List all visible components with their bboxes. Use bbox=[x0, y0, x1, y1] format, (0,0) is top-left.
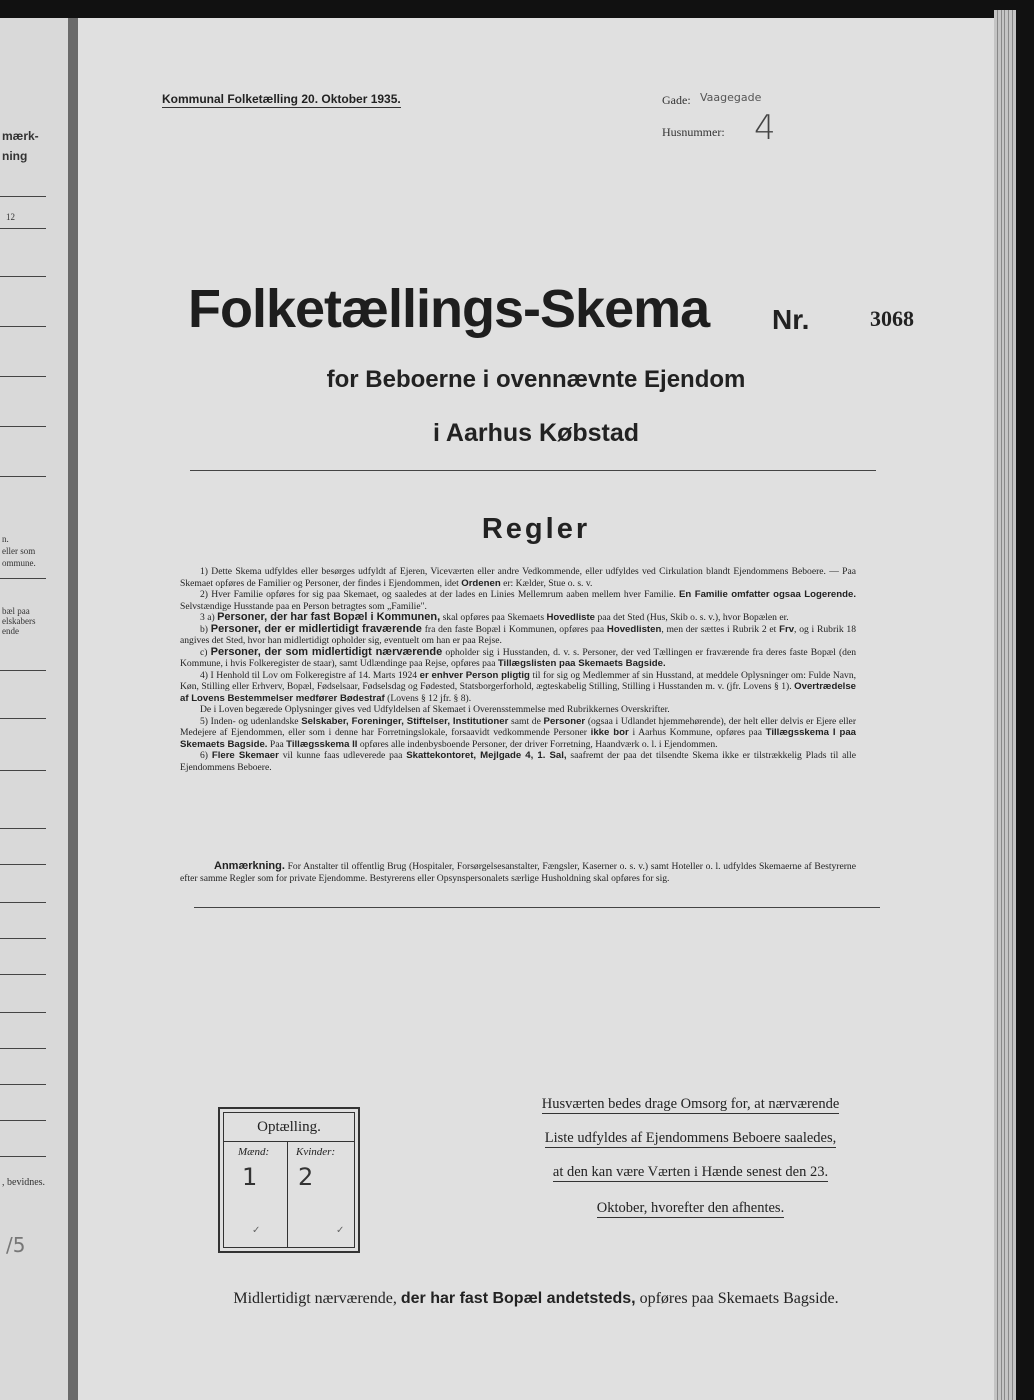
left-fragment: ommune. bbox=[2, 558, 36, 568]
house-number-value: 4 bbox=[754, 108, 776, 148]
left-fragment: 12 bbox=[6, 212, 15, 222]
divider bbox=[0, 1120, 46, 1121]
left-fragment: mærk- bbox=[2, 129, 39, 143]
left-fragment: , bevidnes. bbox=[2, 1177, 46, 1188]
binding-gutter bbox=[68, 18, 78, 1400]
divider bbox=[0, 376, 46, 377]
tally-divider bbox=[287, 1142, 288, 1247]
census-form-page bbox=[78, 18, 994, 1400]
divider bbox=[0, 476, 46, 477]
rule-3b: b) Personer, der er midlertidigt fraværende fra den faste Bopæl i Kommunen, opføres paa Hovedlisten, men der sættes i Rubrik 2 et Frv, og i Rubrik 18 angives det Sted, hvor han midlertidigt opholder sig, eventuelt om han er paa Rejse. bbox=[180, 622, 856, 646]
form-number-label: Nr. bbox=[772, 304, 810, 335]
note-text: Anmærkning. For Anstalter til offentlig Brug (Hospitaler, Forsørgelsesanstalter, Fængsler, Kaserner o. s. v.) samt Hoteller o. l. udfyldes Skemaerne af Bestyrerne efter samme Regler som for private Ejendomme. Bestyrerens eller Opsynspersonalets særlige Husholdning skal opføres for sig. bbox=[180, 860, 856, 884]
street-value: Vaagegade bbox=[700, 91, 762, 104]
left-fragment: n. bbox=[2, 534, 9, 544]
divider bbox=[0, 974, 46, 975]
divider bbox=[0, 228, 46, 229]
men-count: 1 bbox=[242, 1163, 258, 1191]
rule-3a: 3 a) Personer, der har fast Bopæl i Kommunen, skal opføres paa Skemaets Hovedliste paa det Sted (Hus, Skib o. s. v.), hvor Bopælen er. bbox=[200, 611, 789, 623]
footer-note: Midlertidigt nærværende, der har fast Bopæl andetsteds, opføres paa Skemaets Bagside. bbox=[233, 1290, 839, 1307]
form-subtitle: for Beboerne i ovennævnte Ejendom bbox=[326, 366, 746, 393]
divider bbox=[0, 276, 46, 277]
rule-4: 4) I Henhold til Lov om Folkeregistre af 14. Marts 1924 er enhver Person pligtig til for sig og Medlemmer af sin Husstand, at meddele Oplysninger om: Fulde Navn, Køn, Stilling eller Erhverv, Bopæl, Fødselsaar, Fødselsdag og Fødested, Statsborgerforhold, ægteskabelig Stilling, Stilling i Husstanden m. v. (jfr. Lovens § 1). Overtrædelse af Lovens Bestemmelser medfører Bødestraf (Lovens § 12 jfr. § 8). bbox=[180, 669, 857, 704]
divider bbox=[0, 828, 46, 829]
left-fragment: bæl paa bbox=[2, 606, 30, 616]
census-title: Kommunal Folketælling 20. Oktober 1935. bbox=[162, 92, 401, 106]
women-label: Kvinder: bbox=[296, 1146, 336, 1158]
left-fragment: eller som bbox=[2, 546, 36, 556]
page-edges bbox=[994, 10, 1016, 1400]
left-fragment: elskabers bbox=[2, 616, 36, 626]
divider bbox=[0, 1048, 46, 1049]
rule-4b: De i Loven begærede Oplysninger gives ved Udfyldelsen af Skemaet i Overensstemmelse med Rubrikkernes Overskrifter. bbox=[200, 704, 670, 715]
house-number-label: Husnummer: bbox=[662, 125, 725, 139]
divider bbox=[0, 196, 46, 197]
note-label: Anmærkning. bbox=[214, 860, 285, 872]
women-count: 2 bbox=[298, 1163, 314, 1191]
rules-heading: Regler bbox=[481, 513, 591, 545]
left-fragment-handwriting: /5 bbox=[6, 1233, 26, 1257]
rule-1: 1) Dette Skema udfyldes eller besørges udfyldt af Ejeren, Viceværten eller andre Vedkommende, eller udfyldes ved Cirkulation blandt Ejendommens Beboere. — Paa Skemaet opføres de Familier og Personer, der findes i Ejendommen, idet Ordenen er: Kælder, Stue o. s. v. bbox=[180, 566, 856, 589]
divider bbox=[0, 1012, 46, 1013]
divider bbox=[0, 902, 46, 903]
notice-line: Liste udfyldes af Ejendommens Beboere saaledes, bbox=[544, 1130, 837, 1146]
form-title: Folketællings-Skema bbox=[188, 279, 710, 339]
divider bbox=[0, 864, 46, 865]
men-label: Mænd: bbox=[238, 1146, 270, 1158]
tally-box bbox=[218, 1107, 360, 1253]
left-fragment: ning bbox=[2, 149, 28, 163]
rules-text bbox=[180, 566, 856, 773]
rule-3c: c) Personer, der som midlertidigt nærværende opholder sig i Husstanden, d. v. s. Personer, der ved Tællingen er fraværende fra deres faste Bopæl (den Kommune, i hvis Folkeregister de staar), samt Udlændinge paa Rejse, opføres paa Tillægslisten paa Skemaets Bagside. bbox=[180, 645, 857, 669]
divider bbox=[0, 326, 46, 327]
divider bbox=[0, 578, 46, 579]
divider bbox=[194, 907, 880, 908]
rule-2: 2) Hver Familie opføres for sig paa Skemaet, og saaledes at der lades en Linies Mellemrum aaben mellem hver Familie. En Familie omfatter ogsaa Logerende. Selvstændige Husstande paa en Person betragtes som „Familie". bbox=[180, 589, 856, 612]
left-page-fragment bbox=[0, 18, 68, 1400]
divider bbox=[0, 770, 46, 771]
notice-line: at den kan være Værten i Hænde senest den 23. bbox=[552, 1164, 829, 1180]
divider bbox=[0, 1084, 46, 1085]
street-label: Gade: bbox=[662, 93, 691, 107]
form-subtitle-city: i Aarhus Købstad bbox=[432, 419, 640, 447]
divider bbox=[0, 670, 46, 671]
rule-6: 6) Flere Skemaer vil kunne faas udleverede paa Skattekontoret, Mejlgade 4, 1. Sal, saafremt der paa det tilsendte Skema ikke er tilstrækkelig Plads til alle Ejendommens Beboere. bbox=[180, 750, 856, 773]
divider bbox=[190, 470, 876, 471]
divider bbox=[0, 938, 46, 939]
rule-5: 5) Inden- og udenlandske Selskaber, Foreninger, Stiftelser, Institutioner samt de Personer (ogsaa i Udlandet hjemmehørende), der helt eller delvis er Ejere eller Medejere af Ejendommen, eller som i denne har Forretningslokale, forsaavidt vedkommende Personer ikke bor i Aarhus Kommune, opføres paa Tillægsskema I paa Skemaets Bagside. Paa Tillægsskema II opføres alle indenbysboende Personer, der driver Forretning, Haandværk o. l. i Ejendommen. bbox=[180, 715, 857, 750]
notice-line: Husværten bedes drage Omsorg for, at nærværende bbox=[541, 1096, 840, 1112]
divider bbox=[0, 426, 46, 427]
left-fragment: ende bbox=[2, 626, 19, 636]
form-number-value: 3068 bbox=[870, 306, 914, 331]
divider bbox=[0, 718, 46, 719]
check-mark-icon: ✓ bbox=[252, 1225, 261, 1236]
notice-line: Oktober, hvorefter den afhentes. bbox=[596, 1200, 785, 1216]
divider bbox=[0, 1156, 46, 1157]
tally-title: Optælling. bbox=[224, 1113, 354, 1142]
check-mark-icon: ✓ bbox=[336, 1225, 345, 1236]
